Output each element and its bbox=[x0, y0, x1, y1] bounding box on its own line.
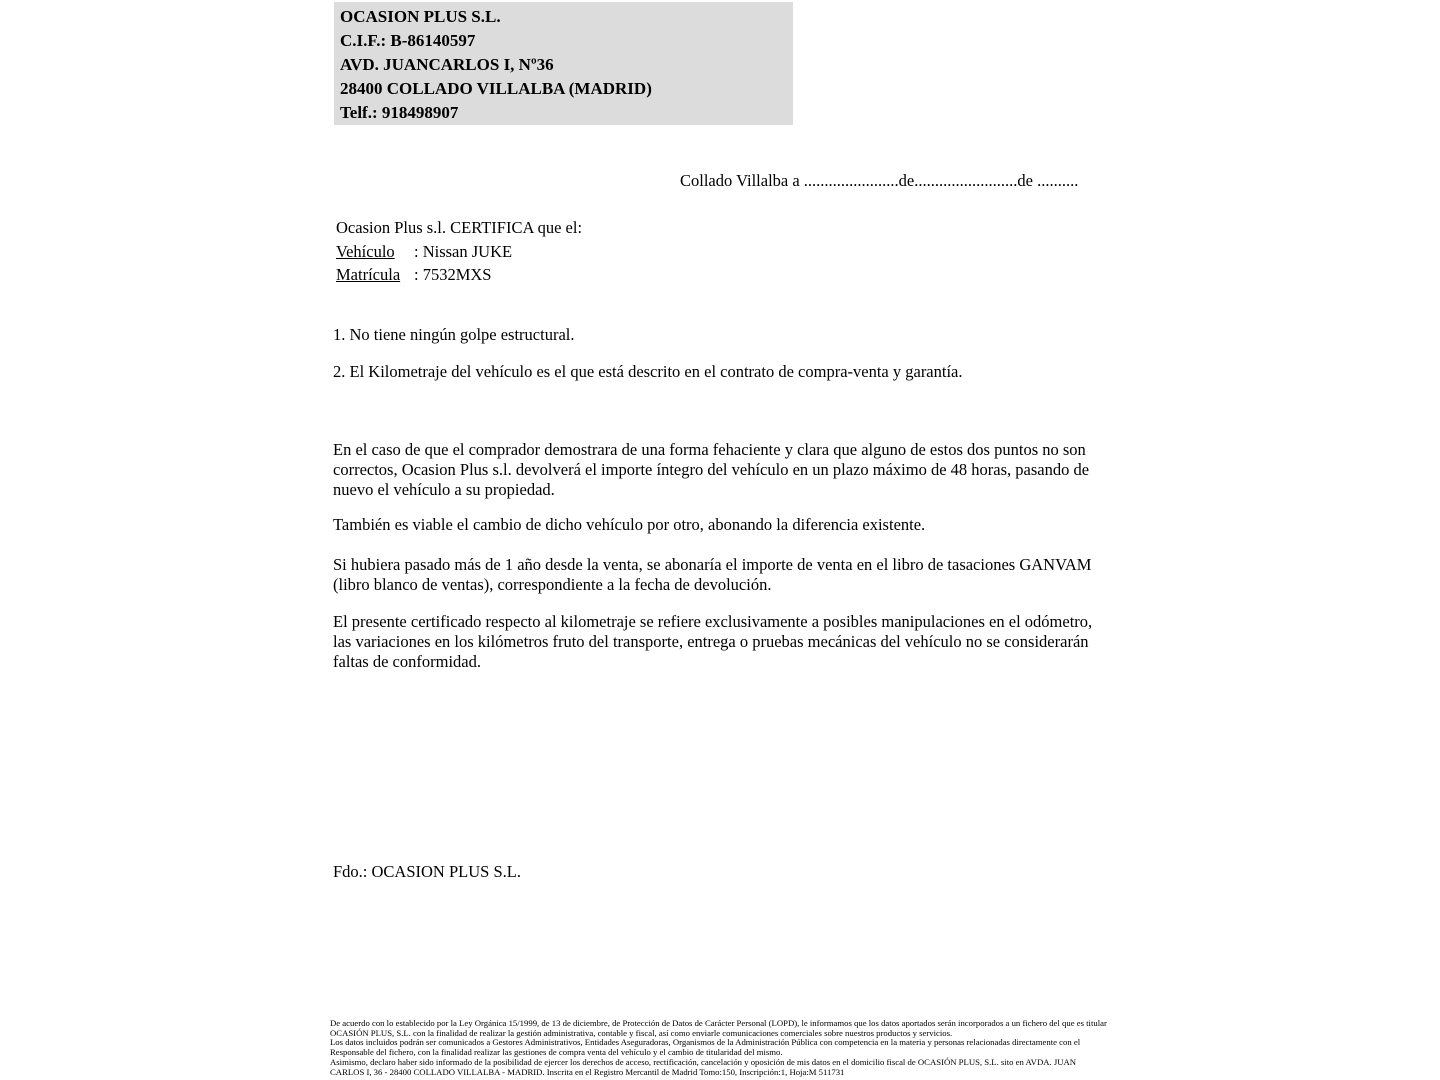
company-city: 28400 COLLADO VILLALBA (MADRID) bbox=[340, 79, 652, 98]
legal-footer-line: CARLOS I, 36 - 28400 COLLADO VILLALBA - MADRID. Inscrita en el Registro Mercantil de Madrid Tomo:150, Inscripción:1, Hoja:M 511731 bbox=[330, 1066, 845, 1077]
vehicle-label: Vehículo bbox=[336, 241, 395, 261]
company-address: AVD. JUANCARLOS I, Nº36 bbox=[340, 55, 554, 74]
paragraph-ganvam-valuation: Si hubiera pasado más de 1 año desde la venta, se abonaría el importe de venta en el libro de tasaciones GANVAM (libro blanco de ventas), correspondiente a la fecha de devolución. bbox=[333, 555, 1092, 594]
legal-footer-line: OCASIÓN PLUS, S.L. con la finalidad de realizar la gestión administrativa, contable y fiscal, así como enviarle comunicaciones comerciales sobre nuestros productos y servicios. bbox=[330, 1027, 953, 1038]
signature-line: Fdo.: OCASION PLUS S.L. bbox=[333, 862, 521, 881]
legal-footer-line: De acuerdo con lo establecido por la Ley Orgánica 15/1999, de 13 de diciembre, de Protección de Datos de Carácter Personal (LOPD), le informamos que los datos aportados serán incorporados a un fichero del que es titular bbox=[330, 1018, 1107, 1028]
certified-point-2: 2. El Kilometraje del vehículo es el que está descrito en el contrato de compra-venta y garantía. bbox=[333, 362, 963, 381]
certification-intro: Ocasion Plus s.l. CERTIFICA que el: bbox=[336, 218, 583, 237]
date-line: Collado Villalba a .......................de.........................de .......... bbox=[680, 171, 1079, 190]
paragraph-exchange-option: También es viable el cambio de dicho vehículo por otro, abonando la diferencia existente. bbox=[333, 515, 926, 534]
vehicle-row bbox=[336, 240, 582, 264]
certification-block bbox=[336, 216, 582, 287]
plate-label: Matrícula bbox=[336, 265, 401, 284]
certified-point-1: 1. No tiene ningún golpe estructural. bbox=[333, 325, 575, 344]
paragraph-odometer-disclaimer: El presente certificado respecto al kilometraje se refiere exclusivamente a posibles manipulaciones en el odómetro, las variaciones en los kilómetros fruto del transporte, entrega o pruebas mecánicas del vehículo no se considerarán faltas de conformidad. bbox=[333, 612, 1093, 671]
plate-colon: : bbox=[414, 265, 419, 284]
company-cif: C.I.F.: B-86140597 bbox=[340, 31, 476, 50]
company-name: OCASION PLUS S.L. bbox=[340, 7, 501, 26]
company-header-box bbox=[334, 2, 793, 125]
legal-footer bbox=[330, 1019, 1107, 1077]
vehicle-colon: : bbox=[414, 241, 419, 261]
paragraph-refund-terms: En el caso de que el comprador demostrara de una forma fehaciente y clara que alguno de estos dos puntos no son correctos, Ocasion Plus s.l. devolverá el importe íntegro del vehículo en un plazo máximo de 48 horas, pasando de nuevo el vehículo a su propiedad. bbox=[333, 440, 1090, 499]
plate-value: 7532MXS bbox=[422, 265, 492, 284]
vehicle-value: Nissan JUKE bbox=[422, 241, 513, 261]
legal-footer-line: Asimismo, declaro haber sido informado de la posibilidad de ejercer los derechos de acceso, rectificación, cancelación y oposición de mis datos en el domicilio fiscal de OCASIÓN PLUS, S.L. sito en AVDA. JUAN bbox=[330, 1056, 1077, 1067]
legal-footer-line: Los datos incluidos podrán ser comunicados a Gestores Administrativos, Entidades Aseguradoras, Organismos de la Administración Pública con competencia en la materia y personas relacionadas directamente con el bbox=[330, 1037, 1081, 1048]
company-phone: Telf.: 918498907 bbox=[340, 103, 459, 122]
plate-row bbox=[336, 263, 582, 287]
legal-footer-line: Responsable del fichero, con la finalidad realizar las gestiones de compra venta del vehículo y el cambio de titularidad del mismo. bbox=[330, 1047, 783, 1058]
